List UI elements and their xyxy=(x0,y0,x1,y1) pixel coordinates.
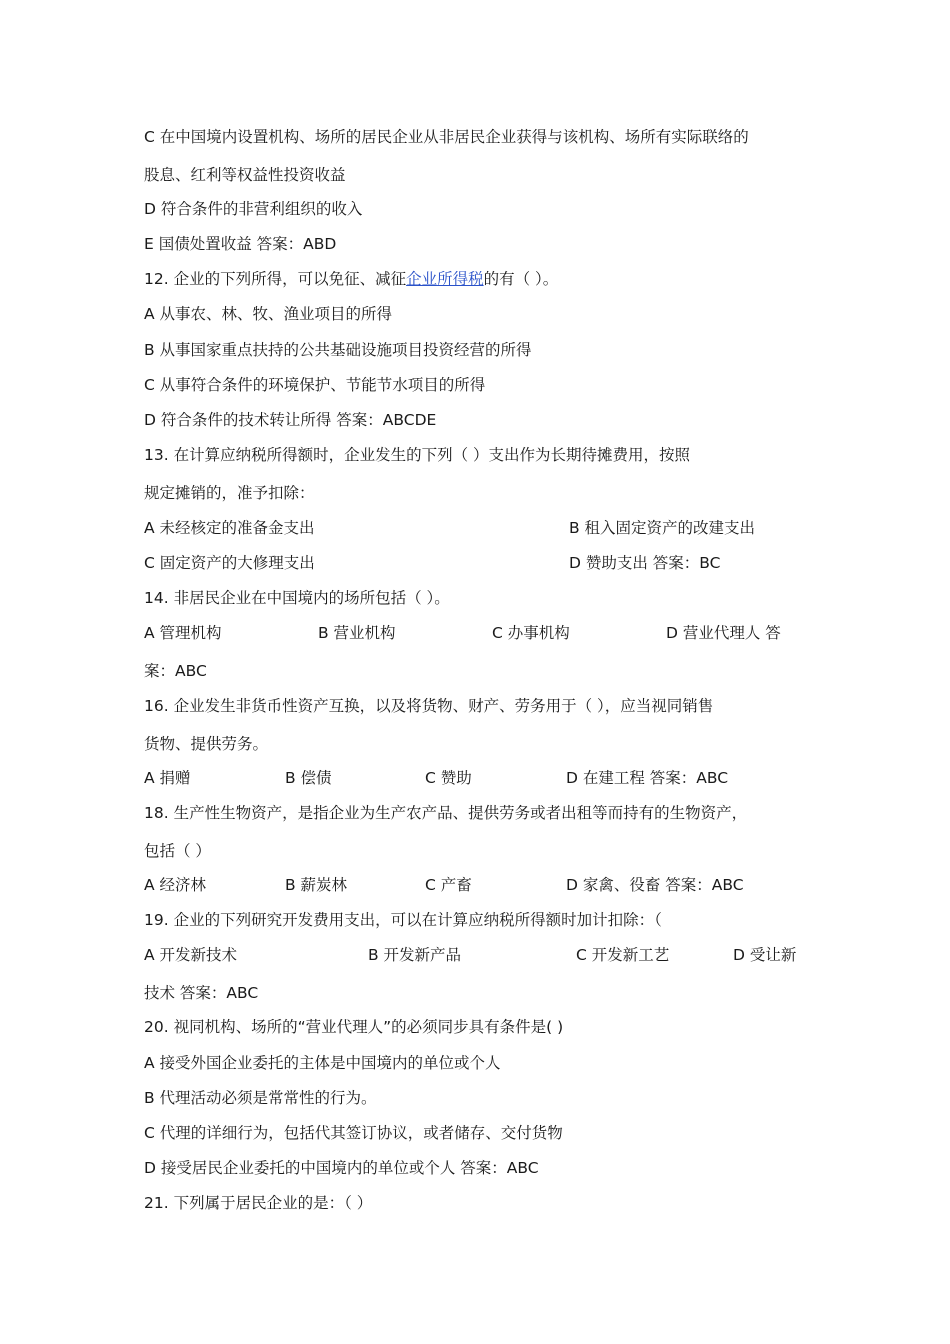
option-a: A 开发新技术 xyxy=(144,946,238,964)
option-a: A 接受外国企业委托的主体是中国境内的单位或个人 xyxy=(144,1054,501,1072)
question-12-blank: 的有（ ）。 xyxy=(483,270,559,288)
text-line: 规定摊销的，准予扣除： xyxy=(144,484,315,502)
text-line: C 在中国境内设置机构、场所的居民企业从非居民企业获得与该机构、场所有实际联络的 xyxy=(144,128,749,146)
question-14: 14. 非居民企业在中国境内的场所包括（ ）。 xyxy=(144,589,450,607)
option-d: D 受让新 xyxy=(733,946,797,964)
option-e-answer: E 国债处置收益 答案：ABD xyxy=(144,235,337,253)
option-d: D 符合条件的非营利组织的收入 xyxy=(144,200,363,218)
option-a: A 未经核定的准备金支出 xyxy=(144,519,315,537)
question-12-text: 12. 企业的下列所得，可以免征、减征 xyxy=(144,270,407,288)
question-12 xyxy=(144,269,558,289)
question-20: 20. 视同机构、场所的“营业代理人”的必须同步具有条件是( ) xyxy=(144,1018,564,1036)
question-19: 19. 企业的下列研究开发费用支出，可以在计算应纳税所得额时加计扣除：（ xyxy=(144,911,662,929)
answer-line: 技术 答案：ABC xyxy=(144,984,259,1002)
option-b: B 租入固定资产的改建支出 xyxy=(569,519,756,537)
option-d-answer: D 符合条件的技术转让所得 答案：ABCDE xyxy=(144,411,437,429)
option-c: C 开发新工艺 xyxy=(576,946,670,964)
text-line: 包括（ ） xyxy=(144,842,211,860)
question-18: 18. 生产性生物资产，是指企业为生产农产品、提供劳务或者出租等而持有的生物资产， xyxy=(144,804,748,822)
text-line: 股息、红利等权益性投资收益 xyxy=(144,166,346,184)
option-b: B 营业机构 xyxy=(318,624,396,642)
option-d-answer: D 营业代理人 答 xyxy=(666,624,781,642)
question-13: 13. 在计算应纳税所得额时，企业发生的下列（ ）支出作为长期待摊费用，按照 xyxy=(144,446,691,464)
option-c: C 固定资产的大修理支出 xyxy=(144,554,315,572)
option-b: B 薪炭林 xyxy=(285,876,348,894)
option-d-answer: D 家禽、役畜 答案：ABC xyxy=(566,876,744,894)
text-line: 货物、提供劳务。 xyxy=(144,735,269,753)
answer-line: 案：ABC xyxy=(144,662,207,680)
option-c: C 办事机构 xyxy=(492,624,570,642)
option-a: A 捐赠 xyxy=(144,769,191,787)
option-b: B 从事国家重点扶持的公共基础设施项目投资经营的所得 xyxy=(144,341,532,359)
option-a: A 从事农、林、牧、渔业项目的所得 xyxy=(144,305,393,323)
question-16: 16. 企业发生非货币性资产互换，以及将货物、财产、劳务用于（ ），应当视同销售 xyxy=(144,697,714,715)
option-d-answer: D 接受居民企业委托的中国境内的单位或个人 答案：ABC xyxy=(144,1159,539,1177)
option-a: A 管理机构 xyxy=(144,624,222,642)
option-c: C 代理的详细行为，包括代其签订协议，或者储存、交付货物 xyxy=(144,1124,563,1142)
option-b: B 偿债 xyxy=(285,769,332,787)
option-c: C 赞助 xyxy=(425,769,472,787)
option-c: C 从事符合条件的环境保护、节能节水项目的所得 xyxy=(144,376,486,394)
option-d-answer: D 在建工程 答案：ABC xyxy=(566,769,729,787)
option-c: C 产畜 xyxy=(425,876,472,894)
option-b: B 代理活动必须是常常性的行为。 xyxy=(144,1089,377,1107)
option-d-answer: D 赞助支出 答案：BC xyxy=(569,554,721,572)
option-a: A 经济林 xyxy=(144,876,207,894)
option-b: B 开发新产品 xyxy=(368,946,462,964)
question-21: 21. 下列属于居民企业的是：（ ） xyxy=(144,1194,373,1212)
corporate-income-tax-link[interactable]: 企业所得税 xyxy=(406,270,484,288)
